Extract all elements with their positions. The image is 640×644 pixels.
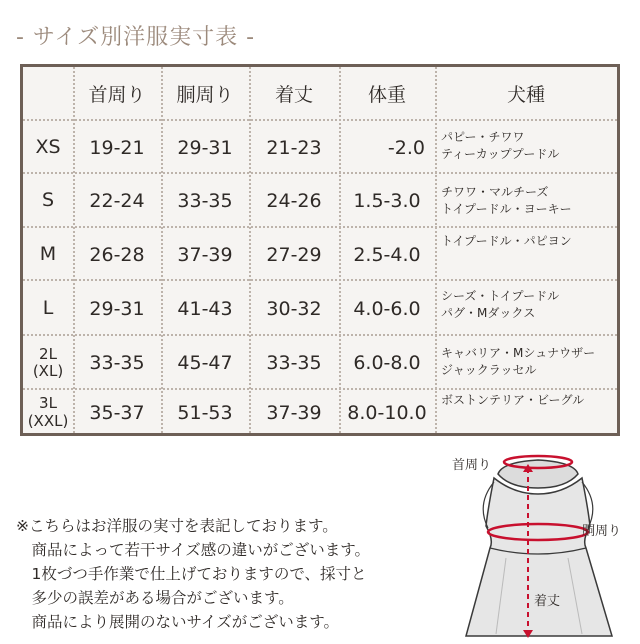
header-length: 着丈: [274, 83, 313, 106]
size-label-alt: (XXL): [27, 411, 69, 430]
note-line: 多少の誤差がある場合がございます。: [16, 589, 294, 607]
length-value: 33-35: [266, 352, 322, 374]
chest-value: 41-43: [177, 297, 233, 320]
measurement-diagram: [436, 448, 636, 640]
table-row: [23, 119, 617, 174]
breed-line: トイプードル・ヨーキー: [441, 202, 572, 216]
neck-value: 33-35: [89, 352, 145, 374]
breed-line: キャバリア・Mシュナウザー: [441, 346, 596, 360]
breed-line: ティーカッププードル: [441, 147, 560, 161]
header-breed: 犬種: [506, 83, 545, 106]
breed-list: [441, 288, 559, 322]
weight-value: -2.0: [387, 136, 425, 159]
chest-value: 29-31: [177, 136, 233, 159]
chest-value: 37-39: [177, 243, 233, 266]
size-notes: [16, 514, 370, 634]
breed-list: [441, 392, 584, 409]
neck-value: 19-21: [89, 136, 145, 159]
length-value: 21-23: [266, 136, 322, 159]
note-line: 1枚づつ手作業で仕上げておりますので、採寸と: [16, 565, 367, 583]
weight-value: 4.0-6.0: [353, 297, 421, 320]
breed-list: [441, 129, 559, 163]
breed-line: ジャックラッセル: [441, 363, 537, 377]
length-label: 着丈: [534, 594, 561, 609]
header-weight: 体重: [367, 83, 406, 106]
neck-value: 22-24: [89, 190, 145, 212]
neck-value: 29-31: [89, 297, 145, 320]
chest-value: 45-47: [177, 352, 233, 374]
breed-line: チワワ・マルチーズ: [441, 185, 549, 199]
neck-value: 26-28: [89, 243, 145, 266]
chest-value: 51-53: [177, 401, 233, 424]
note-line: 商品により展開のないサイズがございます。: [16, 613, 340, 631]
weight-value: 1.5-3.0: [353, 190, 421, 212]
breed-list: [441, 184, 572, 218]
garment-illustration: [436, 448, 636, 640]
size-label: [23, 336, 73, 390]
page-title: - サイズ別洋服実寸表 -: [16, 25, 256, 50]
length-value: 24-26: [266, 190, 322, 212]
neck-value: 35-37: [89, 401, 145, 424]
table-row: [23, 334, 617, 390]
size-label: L: [42, 296, 54, 319]
size-label: M: [39, 242, 57, 265]
breed-list: [441, 233, 572, 250]
breed-line: ボストンテリア・ビーグル: [441, 393, 585, 407]
weight-value: 2.5-4.0: [353, 243, 421, 266]
breed-line: パグ・Mダックス: [441, 306, 536, 320]
header-neck: 首周り: [88, 83, 146, 106]
length-value: 37-39: [266, 401, 322, 424]
chest-label: 胴周り: [582, 524, 622, 539]
table-row: [23, 226, 617, 281]
length-value: 27-29: [266, 243, 322, 266]
table-row: [23, 388, 617, 435]
size-label-alt: (XL): [32, 362, 64, 380]
garment-body: [466, 478, 612, 636]
size-label: S: [41, 189, 55, 212]
size-label: [23, 390, 73, 435]
breed-line: トイプードル・パピヨン: [441, 234, 572, 248]
neck-label: 首周り: [452, 458, 492, 473]
note-line: 商品によって若干サイズ感の違いがございます。: [16, 541, 371, 559]
size-table: [20, 64, 620, 436]
size-label-main: 3L: [39, 394, 57, 413]
note-line: ※こちらはお洋服の実寸を表記しております。: [16, 517, 338, 535]
table-row: [23, 279, 617, 336]
breed-list: [441, 345, 595, 379]
breed-line: パピー・チワワ: [441, 130, 525, 144]
size-label-main: 2L: [39, 344, 57, 363]
chest-value: 33-35: [177, 190, 233, 212]
table-row: [23, 172, 617, 228]
weight-value: 6.0-8.0: [353, 352, 421, 374]
length-value: 30-32: [266, 297, 322, 320]
breed-line: シーズ・トイプードル: [441, 289, 560, 303]
weight-value: 8.0-10.0: [347, 401, 427, 424]
header-chest: 胴周り: [176, 83, 234, 106]
size-label: XS: [35, 135, 61, 158]
